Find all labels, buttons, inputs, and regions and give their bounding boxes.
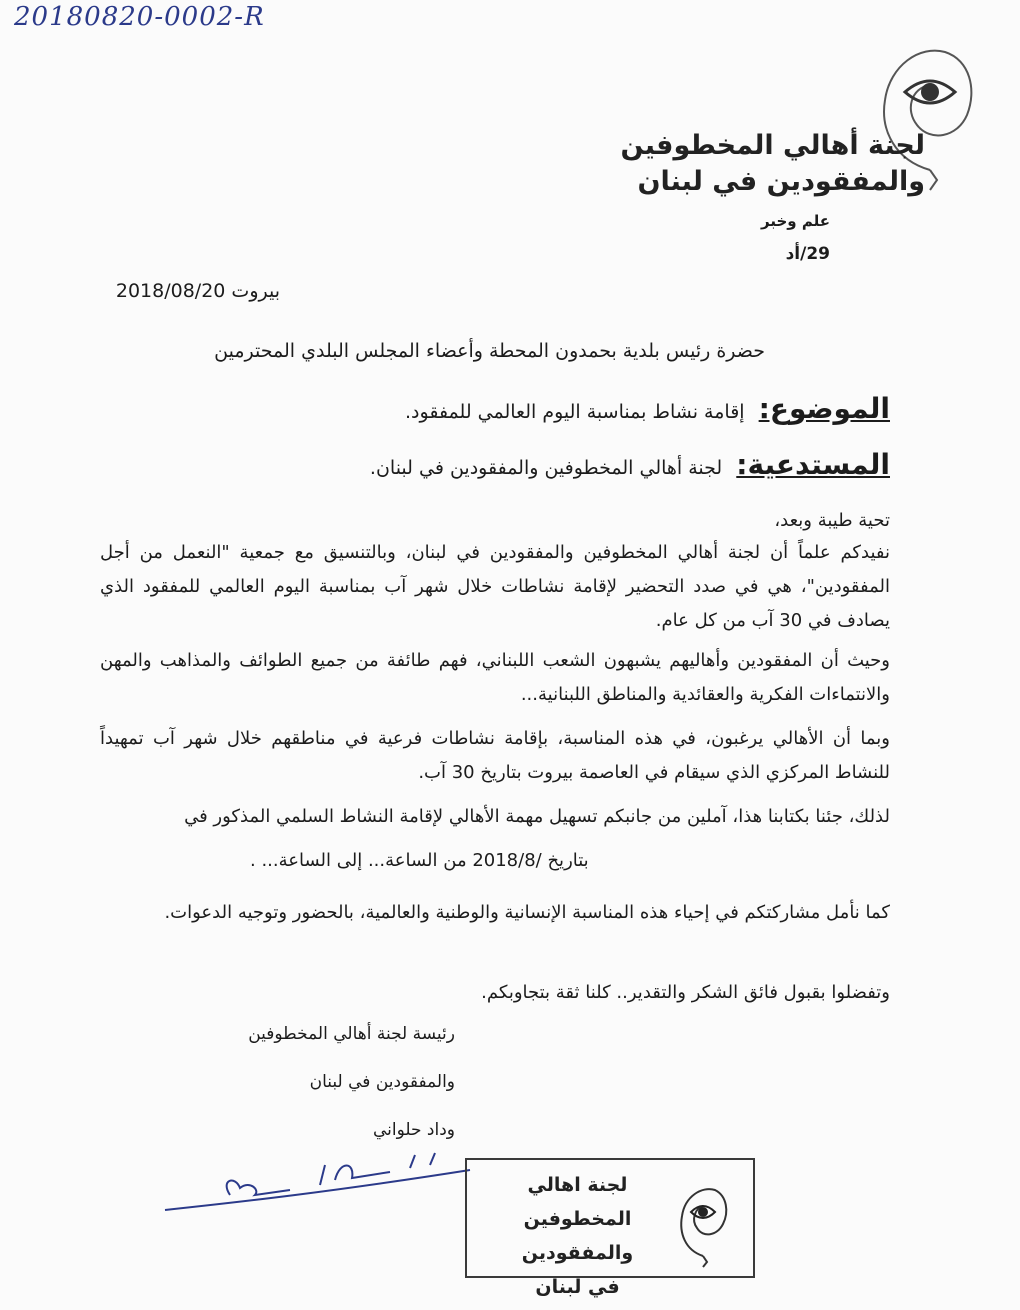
stamp-text [467, 1168, 688, 1304]
signatory-title-line-1: رئيسة لجنة أهالي المخطوفين [248, 1024, 455, 1044]
caller-label: المستدعية: [736, 448, 890, 481]
subject-row [405, 392, 890, 425]
organization-name [620, 128, 925, 200]
caller-text: لجنة أهالي المخطوفين والمفقودين في لبنان. [369, 457, 723, 479]
stamp-line-3: في لبنان [535, 1276, 620, 1298]
stamp-eye-icon [677, 1178, 729, 1268]
stamp-line-2: المخطوفين والمفقودين [521, 1208, 634, 1264]
signatory-name: وداد حلواني [372, 1120, 455, 1140]
closing-paragraph: وتفضلوا بقبول فائق الشكر والتقدير.. كلنا ثقة بتجاوبكم. [481, 982, 890, 1003]
date-fill-line: بتاريخ /2018/8 من الساعة... إلى الساعة... . [250, 850, 589, 871]
subject-text: إقامة نشاط بمناسبة اليوم العالمي للمفقود. [405, 401, 745, 423]
paragraph: كما نأمل مشاركتكم في إحياء هذه المناسبة الإنسانية والوطنية والعالمية، بالحضور وتوجيه الدعوات. [164, 902, 890, 923]
subject-label: الموضوع: [758, 392, 890, 425]
letter-date: بيروت 2018/08/20 [115, 280, 280, 302]
signatory-title-line-2: والمفقودين في لبنان [309, 1072, 455, 1092]
reference-stamp: 20180820-0002-R [14, 2, 265, 32]
paragraph: وبما أن الأهالي يرغبون، في هذه المناسبة، بإقامة نشاطات فرعية في مناطقهم خلال شهر آب تمهيداً للنشاط المركزي الذي سيقام في العاصمة بيروت بتاريخ 30 آب. [100, 728, 890, 783]
info-tag: علم وخبر [761, 212, 830, 230]
stamp-line-1: لجنة اهالي [527, 1174, 628, 1196]
greeting: تحية طيبة وبعد، [774, 510, 890, 531]
org-name-line-2: والمفقودين في لبنان [637, 166, 925, 197]
paragraph: لذلك، جئنا بكتابنا هذا، آملين من جانبكم تسهيل مهمة الأهالي لإقامة النشاط السلمي المذكور في [184, 806, 890, 827]
org-name-line-1: لجنة أهالي المخطوفين [620, 130, 925, 161]
official-stamp [465, 1158, 755, 1298]
handwritten-signature [160, 1150, 480, 1220]
paragraph: وحيث أن المفقودين وأهاليهم يشبهون الشعب اللبناني، فهم طائفة من جميع الطوائف والمذاهب والمهن والانتماءات الفكرية والعقائدية والمناطق اللبنانية... [100, 650, 890, 705]
paragraph: نفيدكم علماً أن لجنة أهالي المخطوفين والمفقودين في لبنان، وبالتنسيق مع جمعية "النعمل من أجل المفقودين"، هي في صدد التحضير لإقامة نشاطات خلال شهر آب بمناسبة اليوم العالمي للمفقود الذي يصادف في 30 آب من كل عام. [100, 542, 890, 631]
caller-row [370, 448, 890, 481]
reference-number: 29/أد [785, 244, 830, 264]
addressee: حضرة رئيس بلدية بحمدون المحطة وأعضاء المجلس البلدي المحترمين [214, 340, 765, 362]
